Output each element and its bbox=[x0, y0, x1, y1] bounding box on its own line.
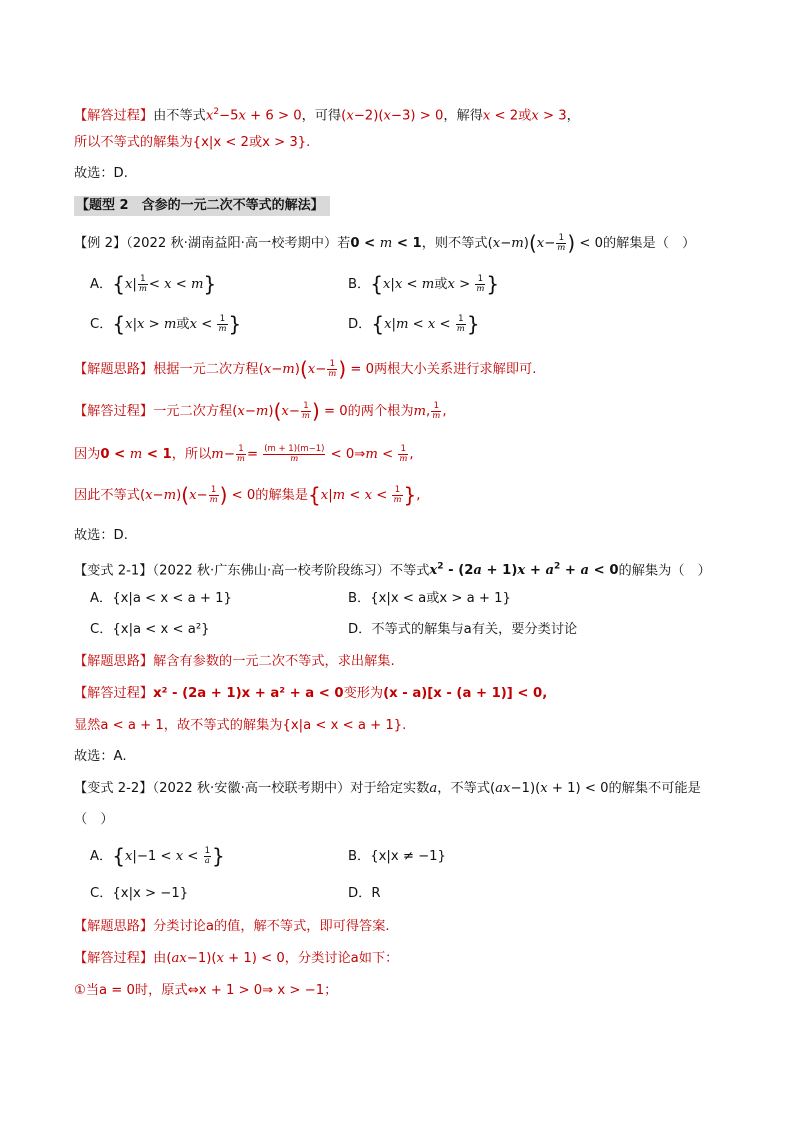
variant-2-1-option-b: B．{x|x < a或x > a + 1} bbox=[348, 591, 511, 606]
example-2-idea: 【解题思路】根据一元二次方程(x−m)(x− $\frac{1}{m}$ ) = 0两根大小关系进行求解即可. bbox=[74, 357, 537, 381]
section-title: 【题型 2 含参的一元二次不等式的解法】 bbox=[74, 196, 330, 216]
variant-2-2-process: 【解答过程】由(ax−1)(x + 1) < 0，分类讨论a如下： bbox=[74, 951, 399, 966]
option-b: B．{x|x < m或x > $\frac{1}{m}$ } bbox=[348, 272, 500, 296]
variant-2-1-idea: 【解题思路】解含有参数的一元二次不等式，求出解集. bbox=[74, 654, 395, 669]
variant-2-1-process-2: 显然a < a + 1，故不等式的解集为{x|a < x < a + 1}. bbox=[74, 718, 407, 733]
variant-2-2-idea: 【解题思路】分类讨论a的值，解不等式，即可得答案. bbox=[74, 919, 390, 934]
option-a: A．{x| $\frac{1}{m}$ < x < m} bbox=[90, 272, 217, 296]
process-tag: 【解答过程】 bbox=[74, 108, 154, 124]
variant-2-1-process: 【解答过程】x² - (2a + 1)x + a² + a < 0变形为(x - a)[x - (a + 1)] < 0, bbox=[74, 686, 548, 701]
option-c: C．{x|x > m或x < $\frac{1}{m}$ } bbox=[90, 312, 242, 336]
example-2-tag: 【例 2】 bbox=[74, 236, 127, 251]
variant-2-2-option-b: B．{x|x ≠ −1} bbox=[348, 849, 446, 864]
variant-2-2-option-a: A．{x|−1 < x < $\frac{1}{a}$ } bbox=[90, 844, 225, 868]
example-2-process-3: 因此不等式(x−m)(x− $\frac{1}{m}$ ) < 0的解集是{x|m < x < $\frac{1}{m}$ }, bbox=[74, 483, 421, 507]
example-2-answer: 故选：D. bbox=[74, 528, 128, 543]
solution-set-line: 所以不等式的解集为{x|x < 2或x > 3}. bbox=[74, 135, 311, 150]
variant-2-2-paren: （ ） bbox=[74, 812, 114, 827]
answer-line: 故选：D. bbox=[74, 166, 128, 181]
example-2-process-1: 【解答过程】一元二次方程(x−m)(x− $\frac{1}{m}$ ) = 0的两个根为m, $\frac{1}{m}$ , bbox=[74, 399, 447, 423]
variant-2-1-answer: 故选：A. bbox=[74, 749, 127, 764]
example-2-process-2: 因为0 < m < 1，所以m− $\frac{1}{m}$ = $\frac{(m + 1)(m-1)}{m}$ < 0⇒m < $\frac{1}{m}$ , bbox=[74, 443, 414, 464]
example-2-stem: 【例 2】（2022 秋·湖南益阳·高一校考期中）若0 < m < 1，则不等式(x−m)(x− $\frac{1}{m}$ ) < 0的解集是（ ） bbox=[74, 231, 696, 255]
solution-line-1: 【解答过程】由不等式$x^2-5x + 6 > 0$，可得(x−2)(x−3) > 0，解得x < 2或x > 3， bbox=[74, 107, 580, 124]
variant-2-2-option-d: D．R bbox=[348, 886, 381, 901]
variant-2-2-stem: 【变式 2-2】（2022 秋·安徽·高一校联考期中）对于给定实数a，不等式(ax−1)(x + 1) < 0的解集不可能是 bbox=[74, 781, 701, 796]
variant-2-1-option-d: D．不等式的解集与a有关，要分类讨论 bbox=[348, 622, 578, 637]
variant-2-2-case-1: ①当a = 0时，原式⇔x + 1 > 0⇒ x > −1； bbox=[74, 983, 338, 998]
variant-2-1-option-c: C．{x|a < x < a²} bbox=[90, 622, 210, 637]
option-d: D．{x|m < x < $\frac{1}{m}$ } bbox=[348, 312, 480, 336]
variant-2-1-stem: 【变式 2-1】（2022 秋·广东佛山·高一校考阶段练习）不等式$x^2 - (2a + 1)x + a^2 + a < 0$的解集为（ ） bbox=[74, 562, 711, 579]
variant-2-2-option-c: C．{x|x > −1} bbox=[90, 886, 189, 901]
variant-2-1-option-a: A．{x|a < x < a + 1} bbox=[90, 591, 232, 606]
